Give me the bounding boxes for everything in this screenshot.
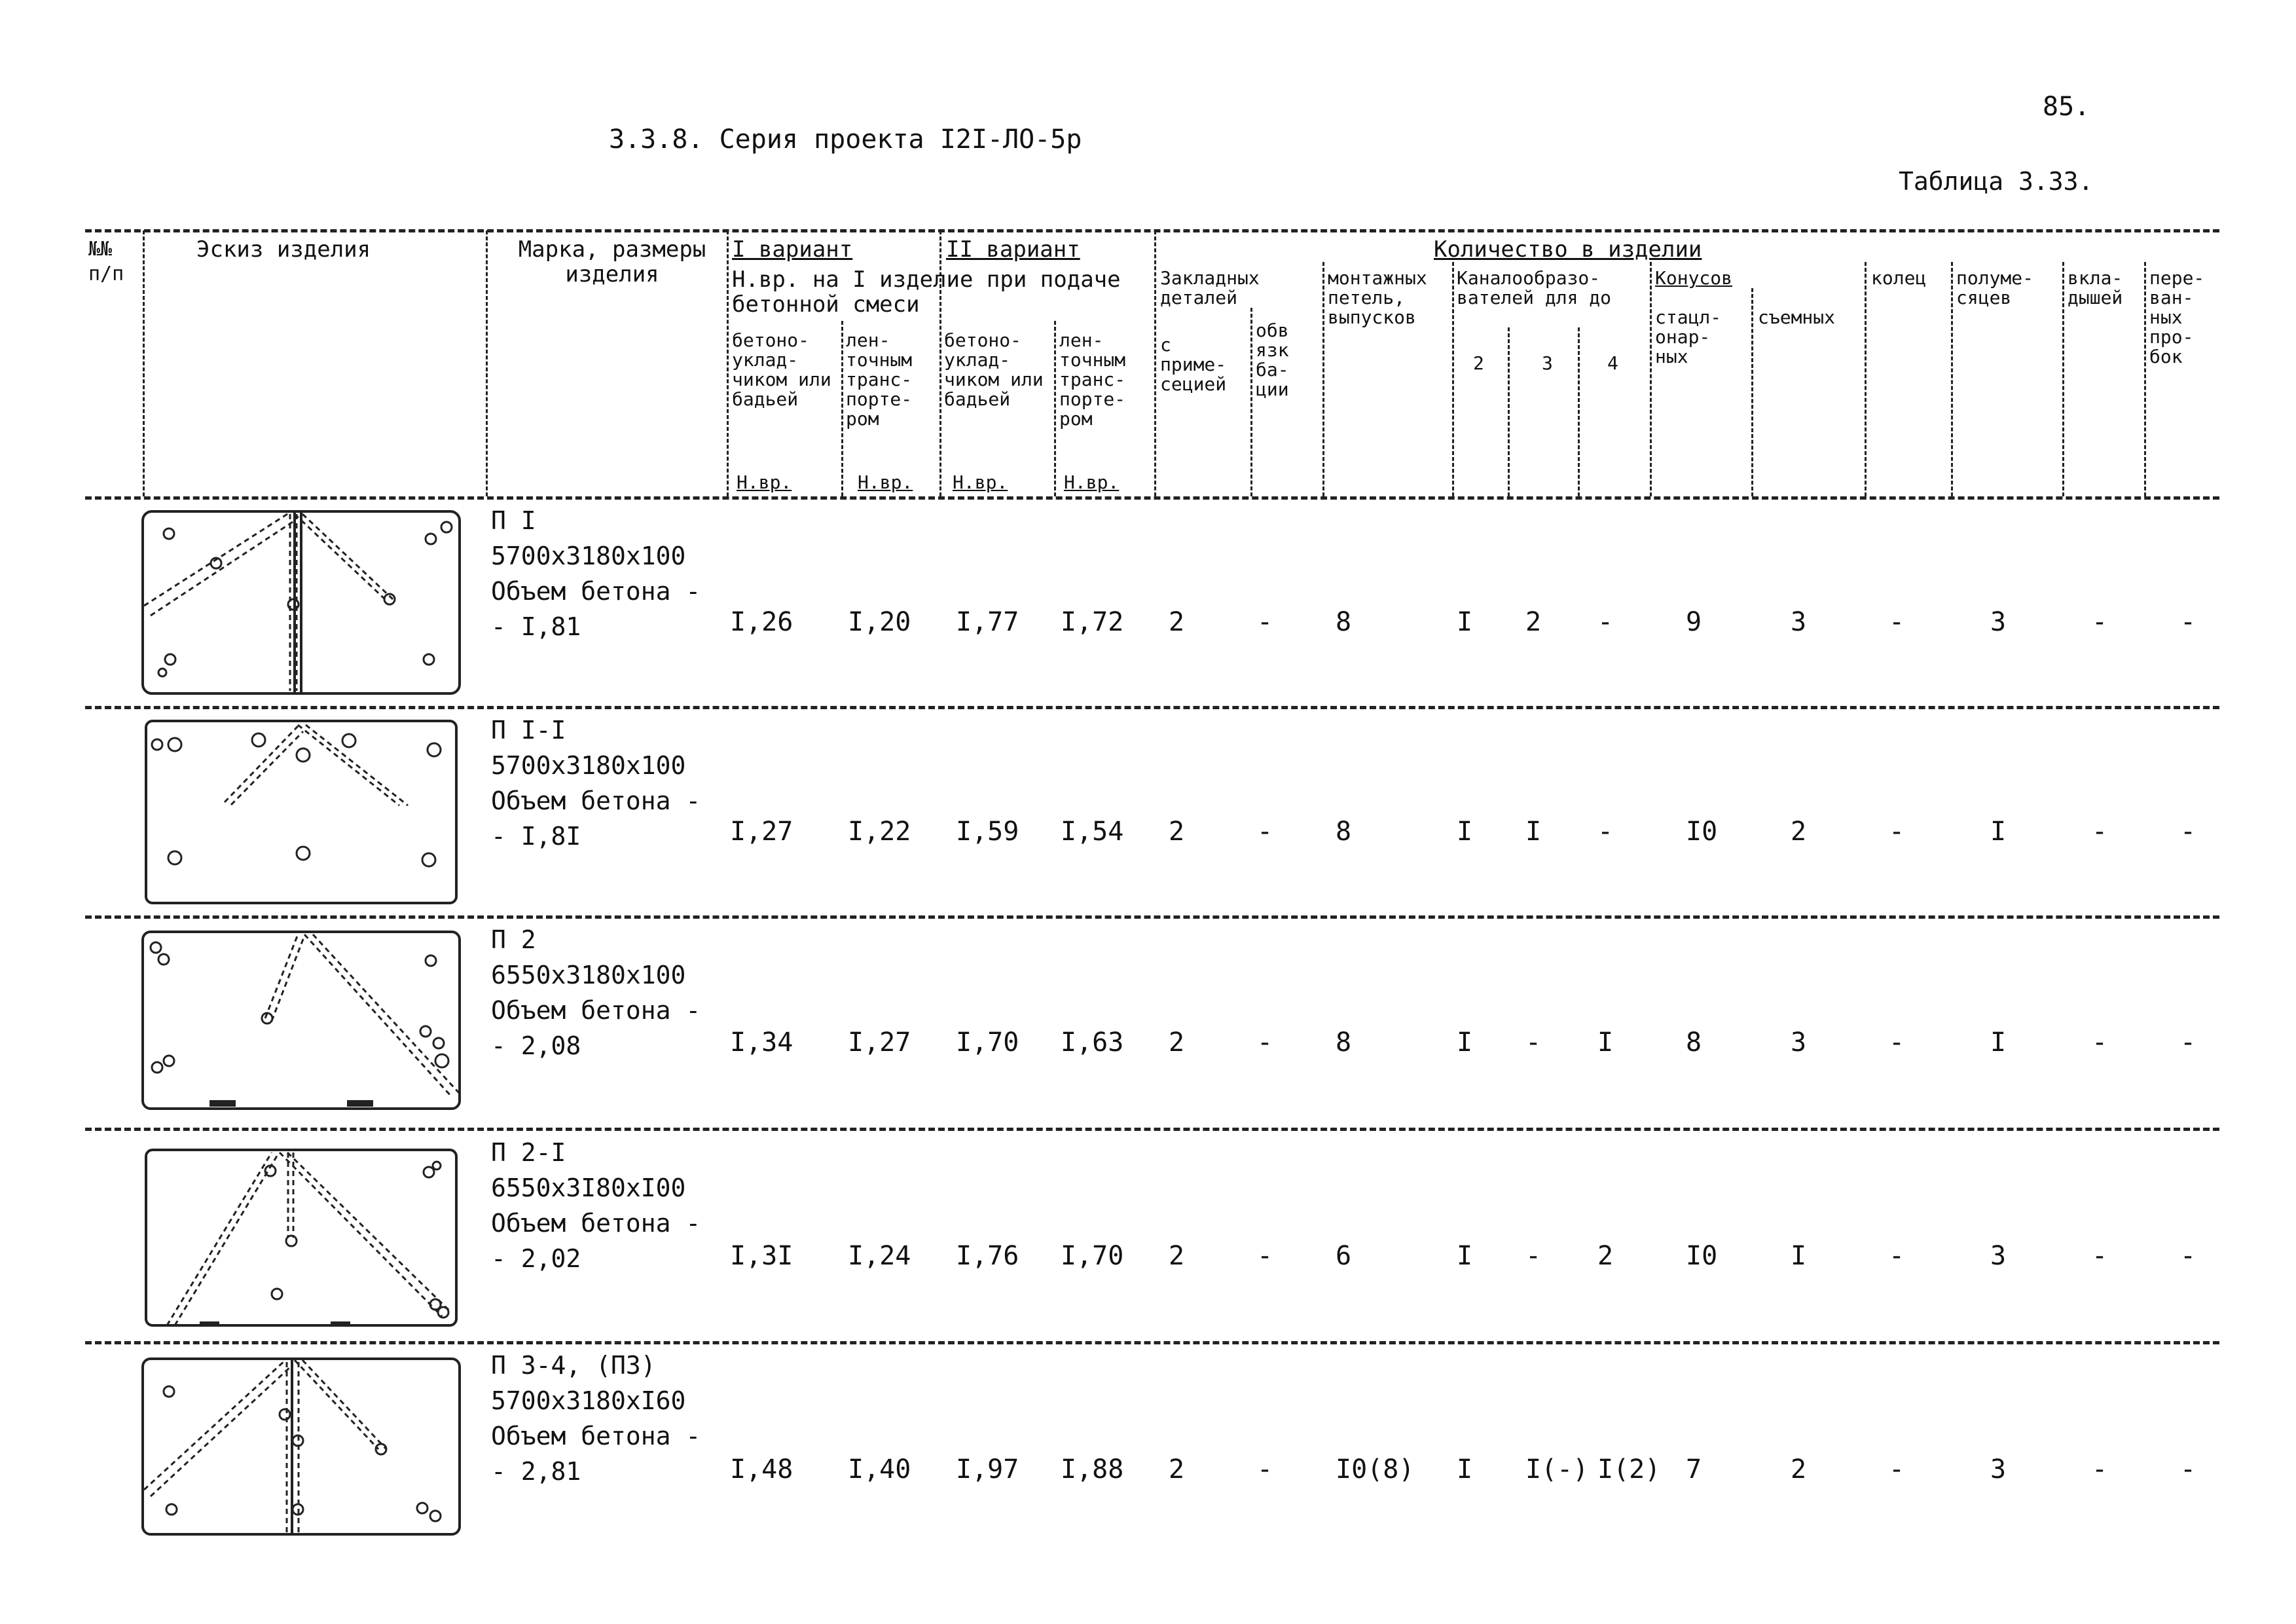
table-cell: I,70	[956, 1027, 1019, 1058]
header-unit-2: Н.вр.	[858, 471, 913, 493]
table-cell: I	[1597, 1027, 1614, 1058]
row-volume: - 2,02	[491, 1244, 581, 1273]
table-cell: -	[1889, 1241, 1905, 1271]
row-mark-label: П I	[491, 506, 536, 535]
section-title: 3.3.8. Серия проекта I2I-ЛО-5р	[609, 124, 1082, 155]
row-size: 6550х3180х100	[491, 961, 686, 989]
table-cell: I,59	[956, 817, 1019, 847]
table-cell: 2	[1169, 817, 1185, 847]
table-cell: I,72	[1061, 607, 1124, 637]
header-variant1: I вариант	[732, 236, 853, 263]
slab-sketch-icon	[137, 927, 465, 1116]
row-3-mark	[491, 922, 701, 1063]
table-cell: -	[2180, 817, 2196, 847]
header-duct-formers: Каналообразо- вателей для до	[1457, 267, 1612, 308]
slab-sketch-icon	[141, 1139, 462, 1329]
table-cell: -	[1257, 1241, 1273, 1271]
slab-sketch-icon	[137, 1352, 465, 1542]
header-inserts: вкла- дышей	[2068, 267, 2123, 308]
header-num: №№ п/п	[88, 238, 124, 286]
row-volume-label: Объем бетона -	[491, 786, 701, 815]
table-cell: I	[1990, 1027, 2007, 1058]
table-cell: I	[1457, 607, 1473, 637]
table-cell: 2	[1169, 607, 1185, 637]
table-cell: I	[1457, 1454, 1473, 1485]
table-cell: -	[1597, 817, 1614, 847]
table-cell: I,22	[848, 817, 911, 847]
row-size: 6550х3I80хI00	[491, 1173, 686, 1202]
table-cell: I	[1791, 1241, 1807, 1271]
header-sub-placer-1: бетоно- уклад- чиком или бадьей	[732, 329, 831, 410]
header-embedded-all: с приме- сецией	[1160, 334, 1227, 395]
table-cell: -	[2180, 607, 2196, 637]
table-cell: 2	[1525, 607, 1542, 637]
row-volume-label: Объем бетона -	[491, 577, 701, 606]
table-cell: I,24	[848, 1241, 911, 1271]
table-cell: I0	[1686, 1241, 1718, 1271]
header-unit-1: Н.вр.	[737, 471, 792, 493]
table-cell: I,27	[848, 1027, 911, 1058]
header-duct-size-4: 4	[1607, 352, 1618, 374]
row-volume: - I,81	[491, 612, 581, 641]
row-2-mark	[491, 712, 701, 854]
table-cell: -	[1257, 607, 1273, 637]
table-cell: I(2)	[1597, 1454, 1661, 1485]
table-cell: I,70	[1061, 1241, 1124, 1271]
table-cell: I,40	[848, 1454, 911, 1485]
table-cell: 3	[1791, 1027, 1807, 1058]
table-cell: I,88	[1061, 1454, 1124, 1485]
header-variant2: II вариант	[946, 236, 1080, 263]
table-cell: I,20	[848, 607, 911, 637]
header-duct-size-3: 3	[1542, 352, 1553, 374]
table-cell: 2	[1169, 1454, 1185, 1485]
slab-sketch-icon	[137, 507, 465, 697]
header-cones-fixed: стацл- онар- ных	[1655, 306, 1722, 367]
table-cell: 2	[1169, 1027, 1185, 1058]
table-cell: 6	[1336, 1241, 1352, 1271]
table-cell: -	[2180, 1454, 2196, 1485]
table-cell: I	[1525, 817, 1542, 847]
table-cell: 8	[1686, 1027, 1702, 1058]
table-cell: I0	[1686, 817, 1718, 847]
table-cell: I	[1457, 817, 1473, 847]
table-cell: 2	[1169, 1241, 1185, 1271]
table-cell: I,27	[730, 817, 793, 847]
row-mark-label: П I-I	[491, 716, 566, 745]
table-cell: I,26	[730, 607, 793, 637]
table-cell: 3	[1791, 607, 1807, 637]
row-volume: - I,8I	[491, 822, 581, 851]
table-cell: 3	[1990, 607, 2007, 637]
table-cell: -	[1257, 1454, 1273, 1485]
table-cell: I	[1457, 1241, 1473, 1271]
row-volume: - 2,08	[491, 1031, 581, 1060]
header-rings: колец	[1871, 267, 1927, 289]
table-cell: -	[1525, 1241, 1542, 1271]
table-cell: I,48	[730, 1454, 793, 1485]
header-cones-removable: съемных	[1758, 306, 1836, 328]
table-cell: I	[1990, 817, 2007, 847]
header-sub-belt-1: лен- точным транс- порте- ром	[846, 329, 913, 430]
header-cones: Конусов	[1655, 267, 1733, 289]
table-cell: 3	[1990, 1241, 2007, 1271]
header-embedded: Закладных деталей	[1160, 267, 1260, 308]
table-cell: 2	[1791, 817, 1807, 847]
row-volume-label: Объем бетона -	[491, 1209, 701, 1238]
table-cell: -	[2092, 607, 2108, 637]
table-cell: 8	[1336, 817, 1352, 847]
row-mark-label: П 3-4, (П3)	[491, 1351, 656, 1380]
row-volume: - 2,81	[491, 1457, 581, 1486]
header-sketch: Эскиз изделия	[196, 236, 371, 263]
row-size: 5700х3180х100	[491, 751, 686, 780]
table-cell: I,76	[956, 1241, 1019, 1271]
table-cell: I,3I	[730, 1241, 793, 1271]
table-cell: 2	[1791, 1454, 1807, 1485]
page-number: 85.	[2043, 92, 2090, 122]
table-cell: -	[2092, 1241, 2108, 1271]
row-4-mark	[491, 1135, 701, 1276]
table-cell: -	[2180, 1027, 2196, 1058]
header-mark: Марка, размеры изделия	[518, 236, 706, 287]
table-cell: I,63	[1061, 1027, 1124, 1058]
row-mark-label: П 2	[491, 925, 536, 954]
header-unit-4: Н.вр.	[1064, 471, 1120, 493]
header-sub-placer-2: бетоно- уклад- чиком или бадьей	[944, 329, 1044, 410]
table-cell: -	[1257, 1027, 1273, 1058]
table-cell: -	[1257, 817, 1273, 847]
table-cell: -	[2092, 1027, 2108, 1058]
table-cell: -	[1597, 607, 1614, 637]
row-size: 5700х3180хI60	[491, 1386, 686, 1415]
table-cell: 3	[1990, 1454, 2007, 1485]
table-cell: I,54	[1061, 817, 1124, 847]
table-cell: 8	[1336, 1027, 1352, 1058]
table-cell: -	[1525, 1027, 1542, 1058]
table-cell: -	[1889, 1027, 1905, 1058]
header-embedded-frames: обв язк ба- ции	[1256, 320, 1289, 400]
header-bridges: пере- ван- ных про- бок	[2149, 267, 2205, 367]
header-duct-size-2: 2	[1473, 352, 1484, 374]
table-cell: 8	[1336, 607, 1352, 637]
row-volume-label: Объем бетона -	[491, 1422, 701, 1450]
row-5-mark	[491, 1348, 701, 1489]
table-cell: I,97	[956, 1454, 1019, 1485]
table-cell: -	[2180, 1241, 2196, 1271]
row-mark-label: П 2-I	[491, 1138, 566, 1167]
table-cell: 2	[1597, 1241, 1614, 1271]
table-label: Таблица 3.33.	[1899, 167, 2094, 196]
table-cell: I,77	[956, 607, 1019, 637]
table-cell: -	[1889, 607, 1905, 637]
header-sub-belt-2: лен- точным транс- порте- ром	[1059, 329, 1126, 430]
table-cell: 7	[1686, 1454, 1702, 1485]
header-norm-caption: Н.вр. на I изделие при подаче бетонной смеси	[732, 267, 1121, 318]
table-cell: 9	[1686, 607, 1702, 637]
header-half-rings: полуме- сяцев	[1956, 267, 2034, 308]
table-cell: -	[2092, 817, 2108, 847]
header-quantity: Количество в изделии	[1434, 236, 1702, 263]
row-1-mark	[491, 503, 701, 644]
table-cell: I,34	[730, 1027, 793, 1058]
table-cell: -	[2092, 1454, 2108, 1485]
table-cell: I(-)	[1525, 1454, 1589, 1485]
row-size: 5700х3180х100	[491, 542, 686, 570]
slab-sketch-icon	[141, 717, 462, 907]
table-cell: I	[1457, 1027, 1473, 1058]
table-cell: -	[1889, 817, 1905, 847]
header-mounting-loops: монтажных петель, выпусков	[1328, 267, 1427, 328]
row-volume-label: Объем бетона -	[491, 996, 701, 1025]
table-cell: I0(8)	[1336, 1454, 1415, 1485]
header-unit-3: Н.вр.	[953, 471, 1008, 493]
table-cell: -	[1889, 1454, 1905, 1485]
